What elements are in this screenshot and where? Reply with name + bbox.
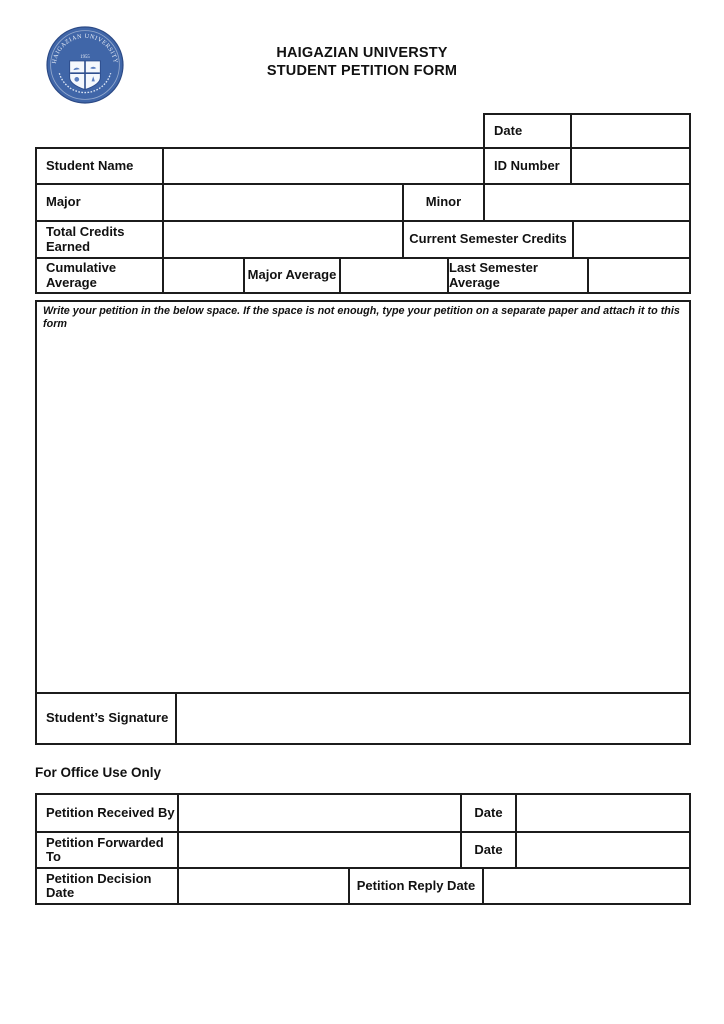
- petition-decision-date-field[interactable]: [177, 867, 350, 905]
- page-title-line1: HAIGAZIAN UNIVERSTY: [276, 45, 448, 61]
- last-semester-average-label: Last Semester Average: [447, 257, 589, 294]
- date-label: Date: [483, 113, 572, 149]
- total-credits-field[interactable]: [162, 220, 404, 259]
- major-label: Major: [35, 183, 164, 222]
- page-title: [0, 44, 724, 80]
- current-semester-credits-label: Current Semester Credits: [402, 220, 574, 259]
- student-name-field[interactable]: [162, 147, 485, 185]
- forwarded-date-label: Date: [460, 831, 517, 869]
- petition-reply-date-field[interactable]: [482, 867, 691, 905]
- petition-instructions: Write your petition in the below space. If the space is not enough, type your petition on a separate paper and attach it to this form: [43, 305, 680, 331]
- current-semester-credits-field[interactable]: [572, 220, 691, 259]
- petition-received-by-label: Petition Received By: [35, 793, 179, 833]
- petition-decision-date-label: Petition Decision Date: [35, 867, 179, 905]
- petition-forwarded-to-label: Petition Forwarded To: [35, 831, 179, 869]
- logo-year: 1955: [80, 54, 90, 60]
- petition-writing-area[interactable]: [37, 322, 689, 690]
- page-title-line2: STUDENT PETITION FORM: [266, 63, 458, 79]
- id-number-field[interactable]: [570, 147, 691, 185]
- minor-field[interactable]: [483, 183, 691, 222]
- petition-forwarded-to-field[interactable]: [177, 831, 462, 869]
- student-signature-label: Student’s Signature: [35, 692, 177, 745]
- student-signature-field[interactable]: [175, 692, 691, 745]
- petition-reply-date-label: Petition Reply Date: [348, 867, 484, 905]
- total-credits-label: Total Credits Earned: [35, 220, 164, 259]
- major-field[interactable]: [162, 183, 404, 222]
- cumulative-average-label: Cumulative Average: [35, 257, 164, 294]
- logo-arc-text: HAIGAZIAN UNIVERSITY: [51, 33, 119, 65]
- minor-label: Minor: [402, 183, 485, 222]
- petition-received-by-field[interactable]: [177, 793, 462, 833]
- last-semester-average-field[interactable]: [587, 257, 691, 294]
- major-average-field[interactable]: [339, 257, 449, 294]
- id-number-label: ID Number: [483, 147, 572, 185]
- received-date-label: Date: [460, 793, 517, 833]
- forwarded-date-field[interactable]: [515, 831, 691, 869]
- cumulative-average-field[interactable]: [162, 257, 245, 294]
- date-field[interactable]: [570, 113, 691, 149]
- received-date-field[interactable]: [515, 793, 691, 833]
- student-name-label: Student Name: [35, 147, 164, 185]
- office-use-heading: For Office Use Only: [35, 765, 162, 780]
- major-average-label: Major Average: [243, 257, 341, 294]
